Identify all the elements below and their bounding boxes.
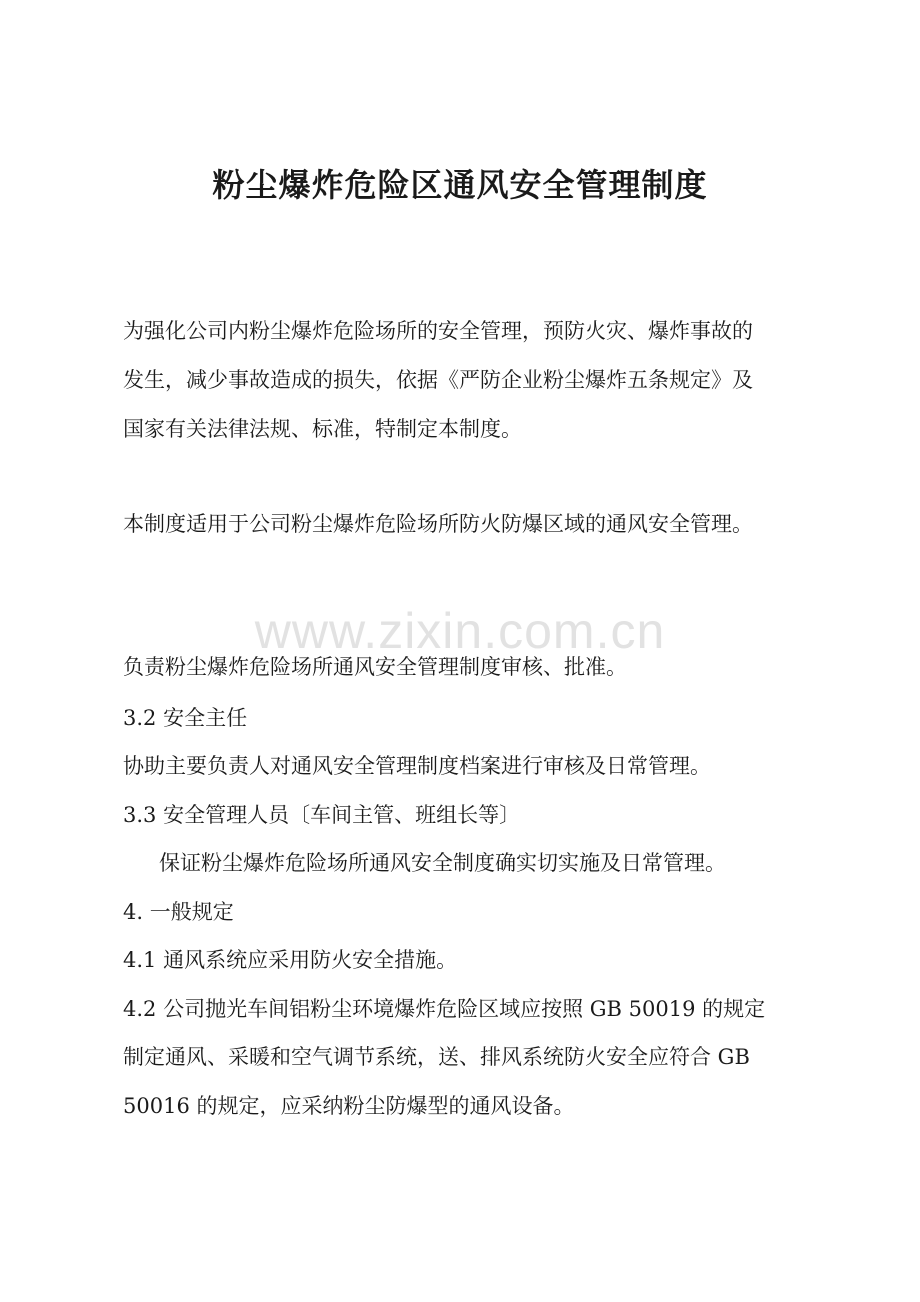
section-heading: 3.3 安全管理人员〔车间主管、班组长等〕: [123, 803, 521, 827]
paragraph-line: 发生，减少事故造成的损失，依据《严防企业粉尘爆炸五条规定》及: [123, 368, 753, 392]
paragraph-line: 制定通风、采暖和空气调节系统，送、排风系统防火安全应符合 GB: [123, 1045, 750, 1069]
list-item: 4.1 通风系统应采用防火安全措施。: [123, 948, 458, 972]
paragraph-line: 50016 的规定，应采纳粉尘防爆型的通风设备。: [123, 1094, 575, 1118]
section-heading: 4. 一般规定: [123, 900, 234, 924]
paragraph-line: 为强化公司内粉尘爆炸危险场所的安全管理，预防火灾、爆炸事故的: [123, 319, 753, 343]
paragraph-line: 保证粉尘爆炸危险场所通风安全制度确实切实施及日常管理。: [159, 851, 726, 875]
section-heading: 3.2 安全主任: [123, 706, 248, 730]
watermark: www.zixin.com.cn: [254, 603, 666, 659]
paragraph-line: 国家有关法律法规、标准，特制定本制度。: [123, 417, 522, 441]
paragraph-line: 本制度适用于公司粉尘爆炸危险场所防火防爆区域的通风安全管理。: [123, 512, 753, 536]
list-item: 4.2 公司抛光车间铝粉尘环境爆炸危险区域应按照 GB 50019 的规定: [123, 997, 766, 1021]
document-title: 粉尘爆炸危险区通风安全管理制度: [212, 166, 708, 204]
paragraph-line: 负责粉尘爆炸危险场所通风安全管理制度审核、批准。: [123, 655, 627, 679]
paragraph-line: 协助主要负责人对通风安全管理制度档案进行审核及日常管理。: [123, 754, 711, 778]
